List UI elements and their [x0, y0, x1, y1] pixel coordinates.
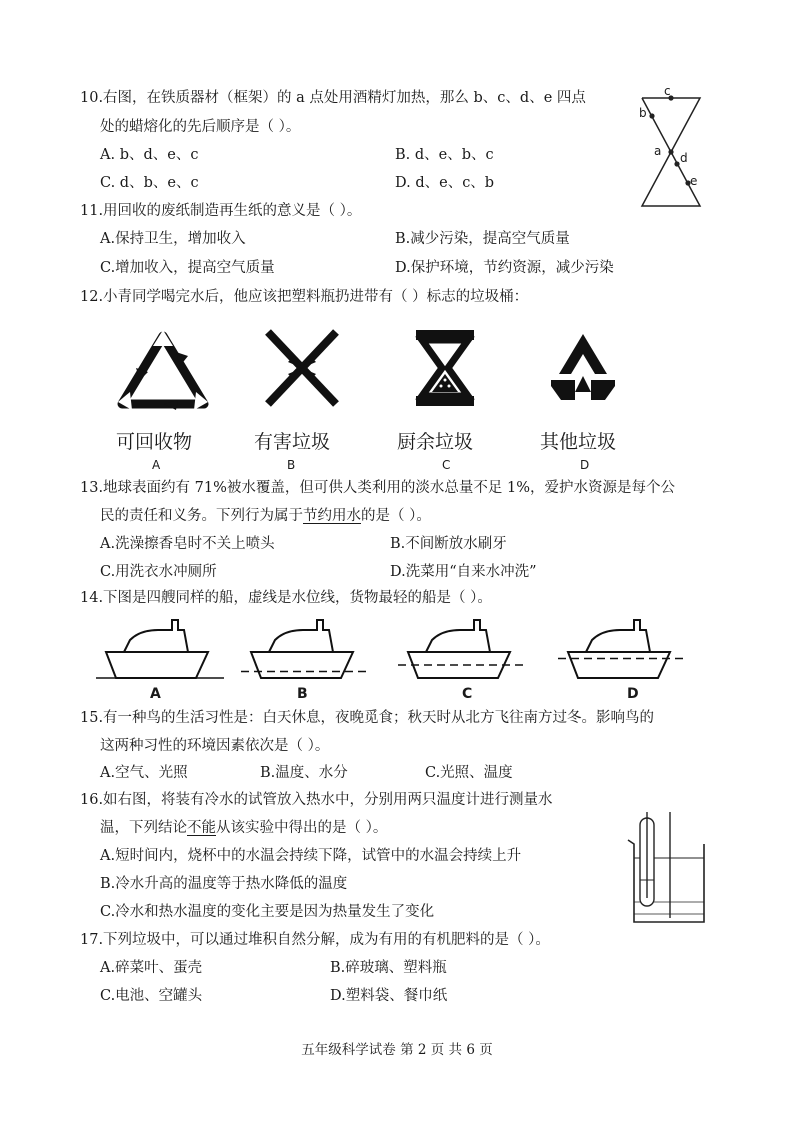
page-footer: 五年级科学试卷 第 2 页 共 6 页	[301, 1042, 493, 1058]
q13-option-b: B.不间断放水刷牙	[390, 536, 507, 552]
boat-letter-c: C	[462, 686, 473, 702]
recycle-icon	[118, 330, 208, 410]
other-waste-icon	[545, 330, 621, 410]
boat-d	[562, 616, 682, 686]
symbol-label-recyclable: 可回收物	[116, 431, 193, 453]
boat-hull	[106, 652, 208, 678]
boat-c	[402, 616, 522, 686]
q17-option-b: B.碎玻璃、塑料瓶	[330, 960, 447, 976]
q11-option-a: A.保持卫生，增加收入	[100, 231, 246, 247]
q14-stem: 14.下图是四艘同样的船，虚线是水位线，货物最轻的船是（ ）。	[80, 590, 492, 606]
q13-option-d: D.洗菜用“自来水冲洗”	[390, 564, 537, 580]
symbol-letter-b: B	[287, 458, 296, 472]
symbol-letter-c: C	[442, 458, 451, 472]
q17-option-d: D.塑料袋、餐巾纸	[330, 988, 448, 1004]
q11-option-c: C.增加收入，提高空气质量	[100, 260, 275, 276]
q13-underlined: 节约用水	[303, 508, 361, 524]
q10-stem-line1: 10.右图，在铁质器材（框架）的 a 点处用酒精灯加热，那么 b、c、d、e 四点	[80, 90, 586, 106]
q13-option-a: A.洗澡擦香皂时不关上喷头	[100, 536, 275, 552]
q13-stem-line2: 民的责任和义务。下列行为属于节约用水的是（ ）。	[100, 508, 431, 524]
symbol-letter-a: A	[152, 458, 161, 472]
q16-option-a: A.短时间内，烧杯中的水温会持续下降，试管中的水温会持续上升	[100, 848, 522, 864]
q11-option-d: D.保护环境，节约资源，减少污染	[395, 260, 614, 276]
q16-stem-line1: 16.如右图，将装有冷水的试管放入热水中，分别用两只温度计进行测量水	[80, 792, 553, 808]
q13-option-c: C.用洗衣水冲厕所	[100, 564, 217, 580]
q16-option-c: C.冷水和热水温度的变化主要是因为热量发生了变化	[100, 904, 435, 920]
q11-stem: 11.用回收的废纸制造再生纸的意义是（ ）。	[80, 203, 362, 219]
q17-option-c: C.电池、空罐头	[100, 988, 203, 1004]
kitchen-waste-icon	[414, 328, 476, 408]
q16-option-b: B.冷水升高的温度等于热水降低的温度	[100, 876, 348, 892]
symbol-letter-d: D	[580, 458, 590, 472]
boat-b	[245, 616, 365, 686]
q15-option-b: B.温度、水分	[260, 765, 348, 781]
q16-stem-line2: 温，下列结论不能从该实验中得出的是（ ）。	[100, 820, 388, 836]
q10-point-d: d	[680, 151, 688, 165]
boat-cabin	[124, 620, 188, 652]
q16-underlined: 不能	[187, 820, 216, 836]
boat-letter-b: B	[297, 686, 308, 702]
beaker-test-tube-diagram	[618, 818, 714, 930]
q10-stem-line2: 处的蜡熔化的先后顺序是（ ）。	[100, 119, 301, 135]
boat-hull	[568, 652, 670, 678]
q12-stem: 12.小青同学喝完水后，他应该把塑料瓶扔进带有（ ）标志的垃圾桶：	[80, 289, 529, 305]
q11-option-b: B.减少污染，提高空气质量	[395, 231, 570, 247]
q10-option-c: C. d、b、e、c	[100, 175, 199, 191]
q10-point-c: c	[664, 84, 671, 98]
q17-option-a: A.碎菜叶、蛋壳	[100, 960, 203, 976]
boat-cabin	[269, 620, 333, 652]
q10-option-a: A. b、d、e、c	[100, 147, 199, 163]
q10-point-b: b	[639, 106, 647, 120]
symbol-label-hazardous: 有害垃圾	[254, 431, 331, 453]
symbol-label-other: 其他垃圾	[540, 431, 617, 453]
q10-point-a: a	[654, 144, 662, 158]
q15-stem-line1: 15.有一种鸟的生活习性是：白天休息，夜晚觅食；秋天时从北方飞往南方过冬。影响鸟的	[80, 710, 655, 726]
q15-stem-line2: 这两种习性的环境因素依次是（ ）。	[100, 738, 330, 754]
boat-a	[100, 616, 220, 686]
hazardous-waste-icon	[264, 328, 340, 408]
q10-option-b: B. d、e、b、c	[395, 147, 494, 163]
q17-stem: 17.下列垃圾中，可以通过堆积自然分解，成为有用的有机肥料的是（ ）。	[80, 932, 550, 948]
boat-letter-a: A	[150, 686, 161, 702]
q10-point-e: e	[690, 174, 698, 188]
q10-option-d: D. d、e、c、b	[395, 175, 495, 191]
boat-hull	[251, 652, 353, 678]
q15-option-c: C.光照、温度	[425, 765, 513, 781]
boat-cabin	[586, 620, 650, 652]
boat-letter-d: D	[627, 686, 639, 702]
boat-cabin	[426, 620, 490, 652]
q15-option-a: A.空气、光照	[100, 765, 188, 781]
q13-stem-line1: 13.地球表面约有 71%被水覆盖，但可供人类利用的淡水总量不足 1%，爱护水资源是每个公	[80, 480, 676, 496]
symbol-label-kitchen: 厨余垃圾	[397, 431, 474, 453]
